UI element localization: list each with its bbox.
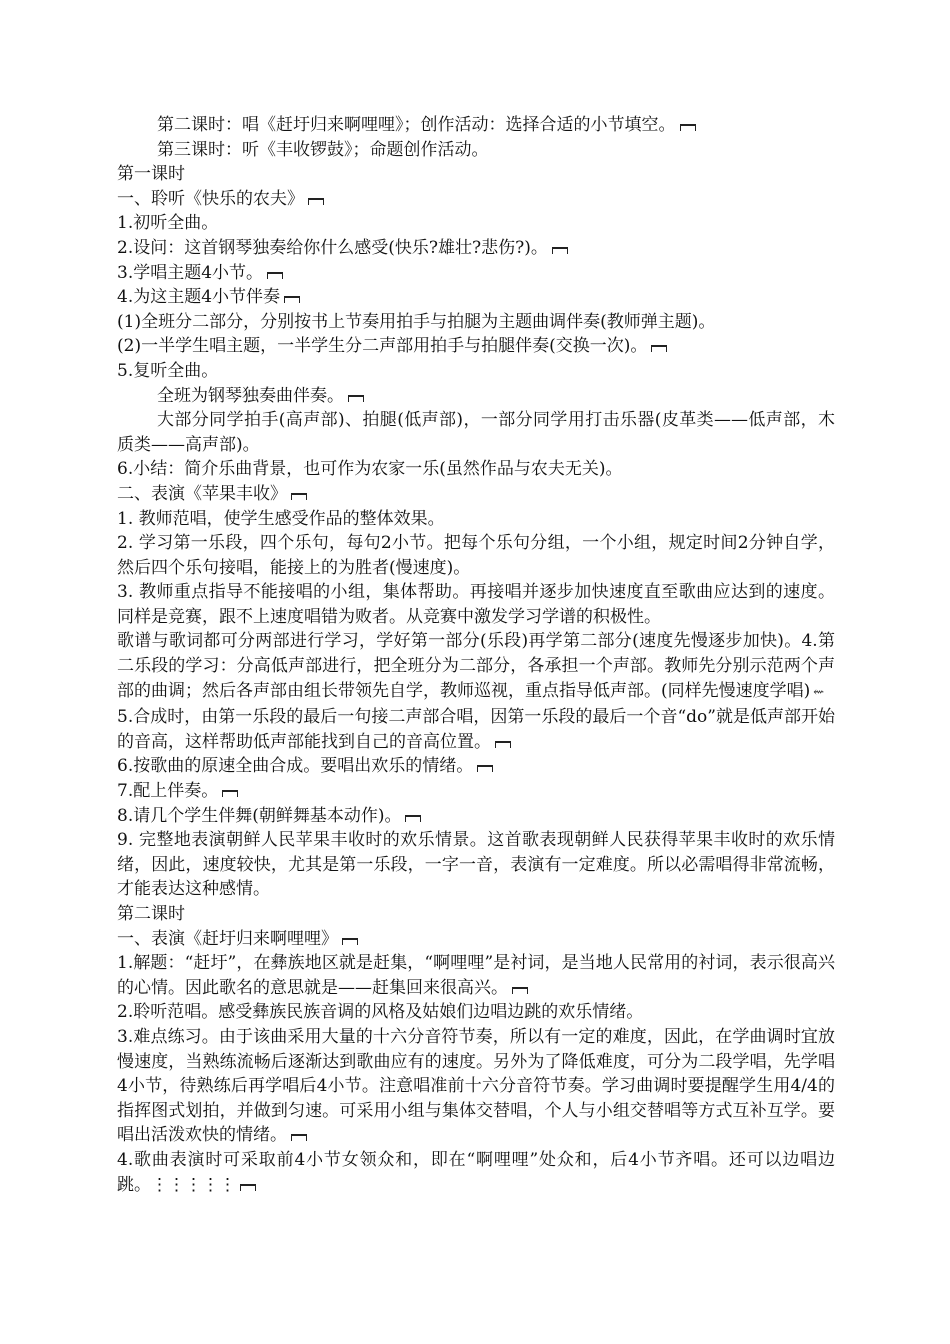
paragraph-mark-icon <box>477 765 493 772</box>
paragraph-mark-icon <box>495 741 511 748</box>
paragraph-text: 2.聆听范唱。感受彝族民族音调的风格及姑娘们边唱边跳的欢乐情绪。 <box>117 1002 644 1023</box>
paragraph <box>117 384 835 409</box>
paragraph <box>117 285 835 310</box>
paragraph-text: 4.为这主题4小节伴奏 <box>117 287 281 308</box>
paragraph-text: 6.小结：简介乐曲背景，也可作为农家一乐(虽然作品与农夫无关)。 <box>117 459 623 480</box>
paragraph-text: 3.难点练习。由于该曲采用大量的十六分音符节奏，所以有一定的难度，因此，在学曲调时宜放慢速度，当熟练流畅后逐渐达到歌曲应有的速度。另外为了降低难度，可分为二段学唱，先学唱4小节，待熟练后再学唱后4小节。注意唱准前十六分音符节奏。学习曲调时要提醒学生用4/4的指挥图式划拍，并做到匀速。可采用小组与集体交替唱，个人与小组交替唱等方式互补互学。要唱出活泼欢快的情绪。 <box>117 1026 835 1146</box>
paragraph <box>117 1025 835 1148</box>
paragraph-mark-icon <box>267 272 283 279</box>
paragraph-text: 7.配上伴奏。 <box>117 781 219 802</box>
paragraph <box>117 457 835 482</box>
paragraph-text: (1)全班分二部分，分别按书上节奏用拍手与拍腿为主题曲调伴奏(教师弹主题)。 <box>117 311 716 332</box>
paragraph <box>117 951 835 1000</box>
paragraph-text: 第二课时：唱《赶圩归来啊哩哩》；创作活动：选择合适的小节填空。 <box>157 115 676 135</box>
paragraph-text: 6.按歌曲的原速全曲合成。要唱出欢乐的情绪。 <box>117 756 474 777</box>
paragraph <box>117 754 835 779</box>
paragraph-mark-icon <box>405 815 421 822</box>
paragraph <box>117 138 835 163</box>
paragraph-mark-icon <box>348 395 364 402</box>
paragraph <box>117 187 835 212</box>
paragraph-text: 1.初听全曲。 <box>117 213 219 234</box>
paragraph-text: 3.学唱主题4小节。 <box>117 262 264 283</box>
paragraph <box>117 580 835 629</box>
paragraph <box>117 334 835 359</box>
paragraph <box>117 902 835 927</box>
paragraph <box>117 236 835 261</box>
paragraph-text: 9. 完整地表演朝鲜人民苹果丰收时的欢乐情景。这首歌表现朝鲜人民获得苹果丰收时的欢乐情绪，因此，速度较快，尤其是第一乐段，一字一音，表演有一定难度。所以必需唱得非常流畅，才能表达这种感情。 <box>117 830 835 900</box>
paragraph <box>117 113 835 138</box>
paragraph <box>117 1148 835 1197</box>
paragraph-mark-icon <box>651 345 667 352</box>
paragraph-text: 大部分同学拍手(高声部)、拍腿(低声部)，一部分同学用打击乐器(皮革类——低声部，木质类——高声部)。 <box>117 410 835 455</box>
paragraph-text: 5.复听全曲。 <box>117 360 219 381</box>
paragraph-text: 1. 教师范唱，使学生感受作品的整体效果。 <box>117 508 445 529</box>
document-body <box>117 113 835 1197</box>
paragraph-text: 5.合成时，由第一乐段的最后一句接二声部合唱，因第一乐段的最后一个音“do”就是低声部开始的音高，这样帮助低声部能找到自己的音高位置。 <box>117 707 835 752</box>
paragraph-text: 第一课时 <box>117 164 185 185</box>
paragraph-mark-icon <box>342 938 358 945</box>
paragraph <box>117 705 835 754</box>
paragraph-text: 3. 教师重点指导不能接唱的小组，集体帮助。再接唱并逐步加快速度直至歌曲应达到的速度。同样是竞赛，跟不上速度唱错为败者。从竞赛中激发学习学谱的积极性。 <box>117 582 835 627</box>
paragraph <box>117 927 835 952</box>
paragraph-mark-icon <box>512 987 528 994</box>
paragraph <box>117 1000 835 1025</box>
paragraph-text: 全班为钢琴独奏曲伴奏。 <box>157 385 344 406</box>
paragraph <box>117 828 835 902</box>
paragraph <box>117 804 835 829</box>
paragraph-text: 一、聆听《快乐的农夫》 <box>117 188 304 209</box>
paragraph-text: (2)一半学生唱主题，一半学生分二声部用拍手与拍腿伴奏(交换一次)。 <box>117 336 648 357</box>
paragraph-text: 一、表演《赶圩归来啊哩哩》 <box>117 928 338 949</box>
paragraph-mark-icon <box>240 1184 256 1191</box>
paragraph-mark-icon <box>284 296 300 303</box>
paragraph-text: 4.歌曲表演时可采取前4小节女领众和，即在“啊哩哩”处众和，后4小节齐唱。还可以边唱边跳。⋮⋮⋮⋮⋮ <box>117 1149 835 1195</box>
paragraph <box>117 359 835 384</box>
paragraph <box>117 507 835 532</box>
paragraph-mark-icon <box>222 790 238 797</box>
paragraph-text: 二、表演《苹果丰收》 <box>117 483 287 504</box>
paragraph <box>117 531 835 580</box>
paragraph-mark-icon <box>291 1134 307 1141</box>
paragraph <box>117 211 835 236</box>
paragraph-mark-icon <box>552 247 568 254</box>
paragraph <box>117 482 835 507</box>
paragraph <box>117 310 835 335</box>
paragraph-text: 8.请几个学生伴舞(朝鲜舞基本动作)。 <box>117 805 402 826</box>
paragraph-text: 第二课时 <box>117 904 185 924</box>
end-symbol: ⇜ <box>813 684 825 700</box>
paragraph-mark-icon <box>308 198 324 205</box>
paragraph <box>117 629 835 705</box>
paragraph <box>117 261 835 286</box>
paragraph-text: 第三课时：听《丰收锣鼓》；命题创作活动。 <box>157 139 489 160</box>
paragraph-text: 歌谱与歌词都可分两部进行学习，学好第一部分(乐段)再学第二部分(速度先慢逐步加快)。4.第二乐段的学习：分高低声部进行，把全班分为二部分，各承担一个声部。教师先分别示范两个声部的曲调；然后各声部由组长带领先自学，教师巡视，重点指导低声部。(同样先慢速度学唱) <box>117 631 835 701</box>
paragraph <box>117 408 835 457</box>
paragraph-mark-icon <box>291 493 307 500</box>
paragraph-text: 1.解题：“赶圩”，在彝族地区就是赶集，“啊哩哩”是衬词，是当地人民常用的衬词，表示很高兴的心情。因此歌名的意思就是——赶集回来很高兴。 <box>117 953 835 998</box>
paragraph-text: 2.设问：这首钢琴独奏给你什么感受(快乐?雄壮?悲伤?)。 <box>117 237 548 258</box>
paragraph-text: 2. 学习第一乐段，四个乐句，每句2小节。把每个乐句分组，一个小组，规定时间2分钟自学，然后四个乐句接唱，能接上的为胜者(慢速度)。 <box>117 533 835 578</box>
paragraph-mark-icon <box>680 124 696 131</box>
paragraph <box>117 779 835 804</box>
paragraph <box>117 162 835 187</box>
